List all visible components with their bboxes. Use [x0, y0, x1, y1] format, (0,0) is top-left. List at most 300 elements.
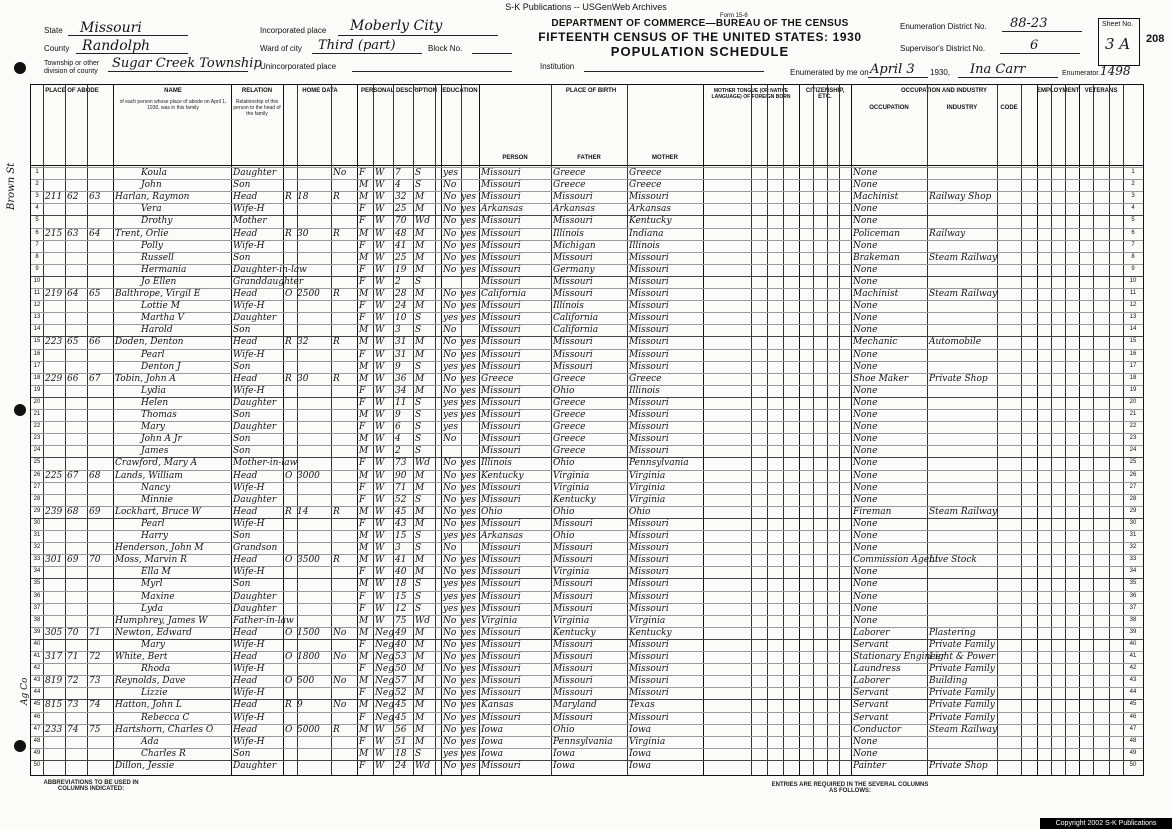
- cell-own: O: [285, 627, 293, 638]
- cell-race: W: [375, 736, 385, 747]
- cell-name: Harold: [141, 325, 173, 336]
- cell-bp: Missouri: [481, 180, 521, 191]
- row-number: 6: [1131, 229, 1135, 236]
- cell-rel: Son: [233, 531, 251, 541]
- cell-mar: M: [415, 337, 425, 348]
- cell-occ: None: [853, 422, 878, 433]
- row-number: 1: [1131, 169, 1135, 175]
- cell-mar: S: [415, 313, 422, 324]
- cell-bp: California: [481, 289, 527, 299]
- col-code: CODE: [1000, 105, 1018, 111]
- cell-bp: Missouri: [481, 567, 521, 578]
- cell-fbp: Missouri: [553, 252, 593, 263]
- cell-val: 1500: [297, 627, 320, 638]
- cell-own: O: [285, 555, 293, 566]
- cell-sex: M: [359, 652, 369, 662]
- cell-fbp: Missouri: [553, 289, 593, 299]
- row-number: 2: [1131, 181, 1135, 188]
- supervisor-value: 6: [1030, 38, 1039, 53]
- table-row: [31, 457, 1143, 470]
- cell-race: W: [375, 531, 385, 541]
- cell-name: Humphrey, James W: [115, 615, 208, 626]
- cell-mar: S: [415, 410, 422, 420]
- cell-val: 1800: [297, 652, 320, 662]
- cell-name: Doden, Denton: [115, 337, 184, 348]
- cell-fbp: Missouri: [553, 688, 593, 699]
- cell-bp: Missouri: [481, 216, 521, 227]
- cell-bp: Missouri: [481, 337, 521, 348]
- cell-fbp: Missouri: [553, 555, 593, 566]
- cell-occ: Painter: [853, 760, 886, 771]
- cell-race: W: [375, 748, 385, 759]
- cell-race: W: [375, 458, 385, 469]
- cell-sch: No: [443, 676, 457, 687]
- cell-rel: Daughter: [233, 494, 277, 505]
- cell-occ: None: [853, 301, 878, 312]
- cell-name: Ada: [141, 736, 159, 747]
- cell-sex: M: [359, 470, 369, 481]
- table-row: [31, 675, 1143, 688]
- cell-sex: F: [359, 422, 366, 433]
- cell-sch: No: [443, 458, 457, 469]
- cell-age: 4: [395, 434, 401, 445]
- cell-age: 2: [395, 446, 401, 457]
- cell-fbp: Illinois: [553, 228, 584, 239]
- group-place-of-abode: PLACE OF ABODE: [45, 88, 99, 94]
- cell-sch: yes: [443, 603, 459, 614]
- table-row: [31, 385, 1143, 398]
- cell-occ: None: [853, 264, 878, 275]
- cell-dw: 62: [67, 192, 79, 203]
- cell-sch: No: [443, 700, 457, 711]
- cell-name: Helen: [141, 397, 169, 408]
- row-number: 8: [1131, 253, 1135, 260]
- cell-dw: 73: [67, 700, 79, 711]
- cell-mbp: Missouri: [629, 446, 669, 457]
- row-number: 3: [35, 193, 39, 200]
- cell-race: W: [375, 434, 385, 445]
- cell-age: 4: [395, 180, 401, 191]
- cell-occ: None: [853, 615, 878, 626]
- cell-val: 30: [297, 228, 309, 239]
- cell-fbp: Virginia: [553, 482, 590, 493]
- table-row: [31, 421, 1143, 434]
- cell-sch: yes: [443, 579, 459, 590]
- row-number: 45: [33, 701, 41, 708]
- cell-fam: 68: [89, 470, 101, 481]
- cell-bp: Missouri: [481, 627, 521, 638]
- cell-house: 239: [45, 506, 63, 517]
- cell-bp: Missouri: [481, 652, 521, 662]
- row-number: 31: [33, 532, 41, 538]
- cell-occ: None: [853, 458, 878, 469]
- cell-name: Lydia: [141, 385, 166, 396]
- table-row: [31, 470, 1143, 483]
- cell-name: Charles R: [141, 748, 186, 759]
- cell-name: Martha V: [141, 313, 185, 324]
- cell-sex: F: [359, 204, 366, 215]
- cell-rd: yes: [461, 228, 477, 239]
- cell-fam: 66: [89, 337, 101, 348]
- cell-age: 9: [395, 361, 401, 372]
- punch-hole: [14, 404, 26, 416]
- cell-ind: Live Stock: [929, 555, 977, 566]
- cell-race: Neg: [375, 664, 394, 675]
- row-number: 43: [1129, 677, 1137, 684]
- cell-sch: No: [443, 373, 457, 384]
- cell-ind: Private Family: [929, 700, 995, 711]
- cell-bp: Missouri: [481, 555, 521, 566]
- table-row: [31, 663, 1143, 676]
- cell-age: 51: [395, 736, 407, 747]
- cell-rel: Head: [233, 676, 258, 687]
- table-row: [31, 433, 1143, 446]
- cell-name: Harlan, Raymon: [115, 192, 190, 203]
- cell-age: 71: [395, 482, 407, 493]
- cell-ind: Private Family: [929, 664, 995, 675]
- cell-rd: yes: [461, 760, 477, 771]
- table-row: [31, 203, 1143, 216]
- row-number: 38: [1129, 616, 1137, 623]
- cell-mbp: Iowa: [629, 748, 652, 759]
- cell-name: Dillon, Jessie: [115, 760, 175, 771]
- department-title: DEPARTMENT OF COMMERCE—BUREAU OF THE CENSUS: [551, 18, 849, 29]
- cell-sch: No: [443, 615, 457, 626]
- cell-race: W: [375, 168, 385, 178]
- cell-age: 9: [395, 410, 401, 420]
- cell-sex: M: [359, 627, 369, 638]
- cell-mbp: Kentucky: [629, 627, 672, 638]
- cell-fbp: Ohio: [553, 724, 575, 735]
- cell-occ: Laborer: [853, 676, 890, 687]
- cell-ind: Steam Railway: [929, 289, 998, 299]
- table-row: [31, 494, 1143, 507]
- cell-race: W: [375, 397, 385, 408]
- cell-sex: F: [359, 736, 366, 747]
- cell-rd: yes: [461, 652, 477, 662]
- cell-mar: S: [415, 361, 422, 372]
- cell-rad: R: [333, 192, 340, 203]
- punch-hole: [14, 62, 26, 74]
- cell-rel: Wife-H: [233, 240, 265, 251]
- cell-rel: Head: [233, 289, 258, 299]
- row-number: 7: [1131, 241, 1135, 248]
- cell-rd: yes: [461, 603, 477, 614]
- cell-rad: R: [333, 724, 340, 735]
- cell-bp: Virginia: [481, 615, 518, 626]
- cell-mar: M: [415, 652, 425, 662]
- cell-house: 305: [45, 627, 63, 638]
- cell-occ: None: [853, 204, 878, 215]
- cell-rel: Wife-H: [233, 518, 265, 529]
- cell-sch: yes: [443, 422, 459, 433]
- cell-sch: No: [443, 349, 457, 360]
- cell-rel: Son: [233, 579, 251, 590]
- col-occupation: OCCUPATION: [869, 105, 909, 111]
- cell-ind: Private Shop: [929, 760, 988, 771]
- cell-sex: M: [359, 228, 369, 239]
- cell-rel: Wife-H: [233, 567, 265, 578]
- cell-sch: No: [443, 240, 457, 251]
- cell-age: 45: [395, 712, 407, 723]
- cell-dw: 69: [67, 555, 79, 566]
- cell-name: Polly: [141, 240, 163, 251]
- cell-age: 24: [395, 760, 407, 771]
- cell-occ: None: [853, 361, 878, 372]
- cell-occ: Laundress: [853, 664, 901, 675]
- row-number: 40: [1129, 640, 1137, 647]
- cell-rel: Mother: [233, 216, 267, 227]
- cell-race: W: [375, 216, 385, 227]
- cell-sex: F: [359, 216, 366, 227]
- cell-fam: 75: [89, 724, 101, 735]
- cell-mar: S: [415, 422, 422, 433]
- cell-ind: Railway Shop: [929, 192, 992, 203]
- cell-mar: M: [415, 700, 425, 711]
- cell-mbp: Missouri: [629, 397, 669, 408]
- cell-house: 225: [45, 470, 63, 481]
- cell-age: 49: [395, 627, 407, 638]
- cell-dw: 64: [67, 289, 79, 299]
- cell-ind: Private Family: [929, 639, 995, 650]
- cell-rd: yes: [461, 192, 477, 203]
- cell-mbp: Kentucky: [629, 216, 672, 227]
- cell-mbp: Missouri: [629, 192, 669, 203]
- cell-race: W: [375, 180, 385, 191]
- township-value: Sugar Creek Township: [112, 56, 262, 71]
- cell-mar: M: [415, 676, 425, 687]
- row-number: 5: [1131, 217, 1135, 224]
- cell-val: 32: [297, 337, 309, 348]
- cell-fam: 73: [89, 676, 101, 687]
- cell-fbp: California: [553, 325, 599, 336]
- cell-mar: M: [415, 240, 425, 251]
- cell-bp: Arkansas: [481, 531, 524, 541]
- cell-age: 31: [395, 337, 407, 348]
- cell-own: R: [285, 192, 292, 203]
- row-number: 18: [33, 374, 41, 381]
- cell-bp: Kansas: [481, 700, 514, 711]
- cell-bp: Missouri: [481, 639, 521, 650]
- cell-sex: F: [359, 639, 366, 650]
- row-number: 24: [1129, 447, 1137, 454]
- cell-bp: Missouri: [481, 240, 521, 251]
- cell-sch: No: [443, 518, 457, 529]
- table-row: [31, 554, 1143, 567]
- cell-rad: No: [333, 168, 347, 178]
- cell-sch: No: [443, 482, 457, 493]
- cell-sex: F: [359, 591, 366, 602]
- cell-race: W: [375, 313, 385, 324]
- ward-value: Third (part): [318, 38, 396, 53]
- cell-rel: Son: [233, 446, 251, 457]
- cell-house: 215: [45, 228, 63, 239]
- cell-age: 41: [395, 555, 407, 566]
- cell-race: W: [375, 494, 385, 505]
- cell-mbp: Missouri: [629, 639, 669, 650]
- schedule-title: POPULATION SCHEDULE: [610, 44, 790, 59]
- cell-fbp: Greece: [553, 434, 586, 445]
- cell-sch: yes: [443, 361, 459, 372]
- cell-occ: Conductor: [853, 724, 902, 735]
- cell-mar: S: [415, 168, 422, 178]
- row-number: 8: [35, 253, 39, 260]
- cell-age: 25: [395, 252, 407, 263]
- cell-rel: Wife-H: [233, 712, 265, 723]
- cell-rel: Daughter: [233, 760, 277, 771]
- cell-mbp: Missouri: [629, 276, 669, 287]
- cell-name: Balthrope, Virgil E: [115, 289, 201, 299]
- cell-val: 5000: [297, 724, 320, 735]
- cell-race: W: [375, 760, 385, 771]
- cell-sex: M: [359, 579, 369, 590]
- cell-sex: F: [359, 567, 366, 578]
- cell-rel: Daughter-in-law: [233, 264, 307, 275]
- cell-name: Mary: [141, 422, 165, 433]
- cell-mar: S: [415, 434, 422, 445]
- row-number: 37: [1129, 604, 1137, 611]
- cell-occ: None: [853, 168, 878, 178]
- cell-mar: M: [415, 567, 425, 578]
- cell-race: W: [375, 506, 385, 517]
- cell-rd: yes: [461, 531, 477, 541]
- table-row: [31, 627, 1143, 640]
- cell-sex: M: [359, 289, 369, 299]
- table-row: [31, 578, 1143, 591]
- cell-race: W: [375, 228, 385, 239]
- table-row: [31, 336, 1143, 349]
- cell-age: 75: [395, 615, 407, 626]
- cell-sch: yes: [443, 397, 459, 408]
- table-row: [31, 506, 1143, 519]
- row-number: 33: [33, 556, 41, 563]
- table-row: [31, 215, 1143, 228]
- cell-rel: Wife-H: [233, 736, 265, 747]
- cell-age: 40: [395, 639, 407, 650]
- enumerator-label: Enumerator.: [1062, 70, 1101, 77]
- sheet-label: Sheet No.: [1102, 21, 1134, 28]
- cell-sex: M: [359, 676, 369, 687]
- cell-dw: 66: [67, 373, 79, 384]
- cell-bp: Missouri: [481, 518, 521, 529]
- cell-fbp: Greece: [553, 410, 586, 420]
- cell-sex: M: [359, 410, 369, 420]
- cell-sch: No: [443, 736, 457, 747]
- cell-race: W: [375, 252, 385, 263]
- cell-sch: yes: [443, 531, 459, 541]
- cell-bp: Missouri: [481, 361, 521, 372]
- cell-fbp: Kentucky: [553, 627, 596, 638]
- cell-rd: yes: [461, 591, 477, 602]
- cell-fbp: Greece: [553, 397, 586, 408]
- census-table: [30, 84, 1144, 776]
- row-number: 11: [33, 290, 41, 296]
- cell-house: 211: [45, 192, 63, 203]
- table-row: [31, 482, 1143, 495]
- cell-house: 219: [45, 289, 63, 299]
- cell-ind: Building: [929, 676, 968, 687]
- cell-age: 53: [395, 652, 407, 662]
- cell-mar: S: [415, 276, 422, 287]
- cell-mar: S: [415, 603, 422, 614]
- cell-mbp: Illinois: [629, 240, 660, 251]
- row-number: 19: [33, 386, 41, 393]
- cell-occ: None: [853, 567, 878, 578]
- cell-mbp: Missouri: [629, 361, 669, 372]
- cell-sex: F: [359, 349, 366, 360]
- cell-val: 14: [297, 506, 309, 517]
- cell-rel: Daughter: [233, 313, 277, 324]
- county-label: County: [44, 44, 70, 53]
- table-row: [31, 760, 1143, 773]
- cell-sex: M: [359, 555, 369, 566]
- cell-rad: R: [333, 228, 340, 239]
- row-number: 21: [1129, 411, 1137, 417]
- cell-race: W: [375, 361, 385, 372]
- cell-sch: No: [443, 760, 457, 771]
- cell-mbp: Virginia: [629, 482, 666, 493]
- row-number: 17: [1129, 362, 1137, 369]
- row-number: 16: [33, 350, 41, 357]
- enumeration-district-label: Enumeration District No.: [900, 22, 987, 31]
- row-number: 32: [33, 544, 41, 551]
- table-row: [31, 603, 1143, 616]
- row-number: 16: [1129, 350, 1137, 357]
- cell-sch: No: [443, 228, 457, 239]
- cell-age: 12: [395, 603, 407, 614]
- row-number: 27: [1129, 483, 1137, 490]
- row-number: 29: [1129, 507, 1137, 514]
- cell-rel: Wife-H: [233, 688, 265, 699]
- cell-bp: Iowa: [481, 736, 504, 747]
- cell-sex: F: [359, 664, 366, 675]
- row-number: 50: [1129, 761, 1137, 768]
- cell-bp: Missouri: [481, 676, 521, 687]
- cell-age: 43: [395, 518, 407, 529]
- cell-race: W: [375, 240, 385, 251]
- group-place-of-birth: PLACE OF BIRTH: [565, 88, 617, 94]
- cell-age: 34: [395, 385, 407, 396]
- cell-mar: S: [415, 748, 422, 759]
- cell-age: 70: [395, 216, 407, 227]
- cell-bp: Illinois: [481, 458, 512, 469]
- row-number: 3: [1131, 193, 1135, 200]
- cell-own: R: [285, 700, 292, 711]
- cell-mbp: Virginia: [629, 470, 666, 481]
- cell-race: W: [375, 204, 385, 215]
- cell-age: 45: [395, 700, 407, 711]
- cell-dw: 67: [67, 470, 79, 481]
- cell-rd: yes: [461, 567, 477, 578]
- form-number: Form 15-6: [720, 13, 748, 19]
- cell-mbp: Missouri: [629, 264, 669, 275]
- cell-rel: Son: [233, 434, 251, 445]
- cell-occ: Policeman: [853, 228, 900, 239]
- col-industry: INDUSTRY: [946, 105, 978, 111]
- cell-occ: None: [853, 543, 878, 554]
- table-row: [31, 228, 1143, 241]
- cell-sch: No: [443, 664, 457, 675]
- margin-note-lower: Ag Co: [20, 677, 30, 705]
- cell-rel: Wife-H: [233, 639, 265, 650]
- cell-occ: None: [853, 180, 878, 191]
- cell-sch: No: [443, 712, 457, 723]
- cell-rel: Wife-H: [233, 301, 265, 312]
- cell-rad: No: [333, 676, 347, 687]
- cell-race: W: [375, 192, 385, 203]
- table-row: [31, 542, 1143, 555]
- cell-mar: M: [415, 482, 425, 493]
